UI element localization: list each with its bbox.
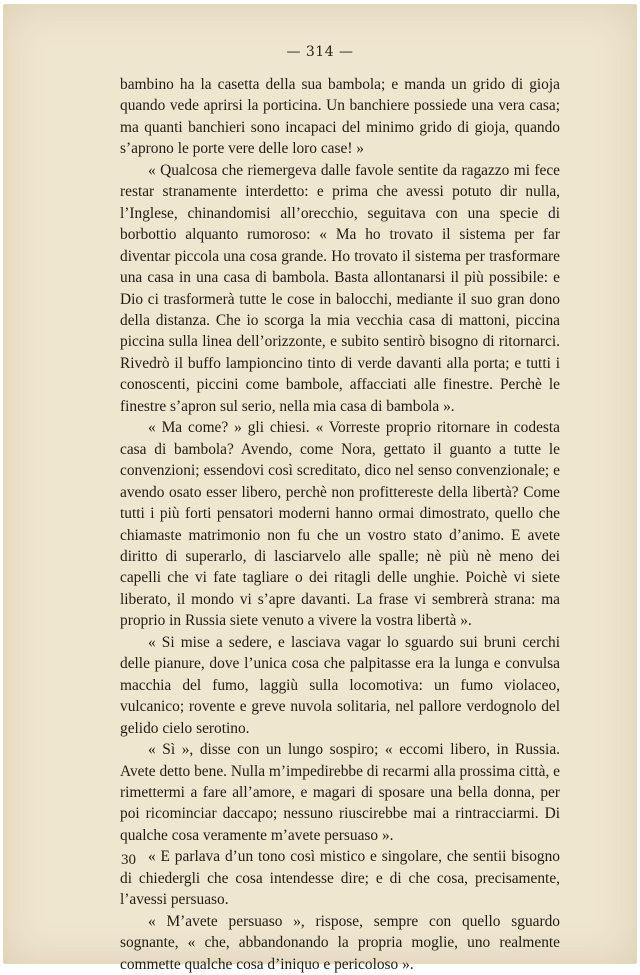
paragraph-2: « Qualcosa che riemergeva dalle favole sentite da ragazzo mi fece restar stranamente interdetto: e prima che avessi potuto dir nulla, l’Inglese, chinandomisi all’orecchio, seguitava con una specie di borbottio alquanto rumoroso: « Ma ho trovato il sistema per far diventar piccola una cosa grande. Ho trovato il sistema per trasformare una casa in una casa di bambola. Basta allontanarsi il più possibile: e Dio ci trasformerà tutte le cose in balocchi, mediante il suo gran dono della distanza. Che io scorga la mia vecchia casa di mattoni, piccina piccina sulla linea dell’orizzonte, e subito sentirò bisogno di ritornarci. Rivedrò il buffo lampioncino tinto di verde davanti alla porta; e tutti i conoscenti, piccini come bambole, affacciati alle finestre. Perchè le finestre s’apron sul serio, nella mia casa di bambola ». [120, 161, 560, 415]
paragraph-1: bambino ha la casetta della sua bambola; e manda un grido di gioja quando vede aprirsi la porticina. Un banchiere possiede una vera casa; ma quanti banchieri sono incapaci del minimo grido di gioja, quando s’aprono le porte vere delle loro case! » [120, 76, 560, 158]
paragraph-7: « M’avete persuaso », rispose, sempre con quello sguardo sognante, « che, abbandonando la propria moglie, uno realmente commette qualche cosa d’iniquo e pericoloso ». [120, 912, 560, 973]
paragraph-3: « Ma come? » gli chiesi. « Vorreste proprio ritornare in codesta casa di bambola? Avendo, come Nora, gettato il guanto a tutte le convenzioni; essendovi così screditato, dico nel senso convenzionale; e avendo osato esser libero, perchè non profittereste della libertà? Come tutti i più forti pensatori moderni hanno ormai dimostrato, quello che chiamaste matrimonio non fu che un vostro stato d’animo. E avete diritto di superarlo, di lasciarvelo alle spalle; nè più nè meno dei capelli che vi fate tagliare o dei ritagli delle unghie. Poichè vi siete liberato, il mondo vi s’apre davanti. La frase vi sembrerà strana: ma proprio in Russia siete venuto a vivere la vostra libertà ». [120, 419, 560, 630]
paragraph-6: « E parlava d’un tono così mistico e singolare, che sentii bisogno di chiedergli che cosa intendesse dire; e di che cosa, precisamente, l’avessi persuaso. [120, 848, 560, 909]
signature-mark: 30 [121, 852, 136, 868]
body-text [120, 74, 560, 975]
paragraph-4: « Si mise a sedere, e lasciava vagar lo sguardo sui bruni cerchi delle pianure, dove l’unica cosa che palpitasse era la lunga e convulsa macchia del fumo, laggiù sulla locomotiva: un fumo violaceo, vulcanico; rovente e greve nuvola solitaria, nel pallore verdognolo del gelido cielo serotino. [120, 633, 560, 737]
book-page [3, 4, 637, 973]
page-number: — 314 — [286, 44, 354, 60]
paragraph-5: « Sì », disse con un lungo sospiro; « eccomi libero, in Russia. Avete detto bene. Nulla m’impedirebbe di recarmi alla prossima città, e rimettermi a fare all’amore, e magari di sposare una bella donna, per poi ricominciar daccapo; nessuno riuscirebbe mai a rintracciarmi. Di qualche cosa veramente m’avete persuaso ». [120, 741, 560, 844]
